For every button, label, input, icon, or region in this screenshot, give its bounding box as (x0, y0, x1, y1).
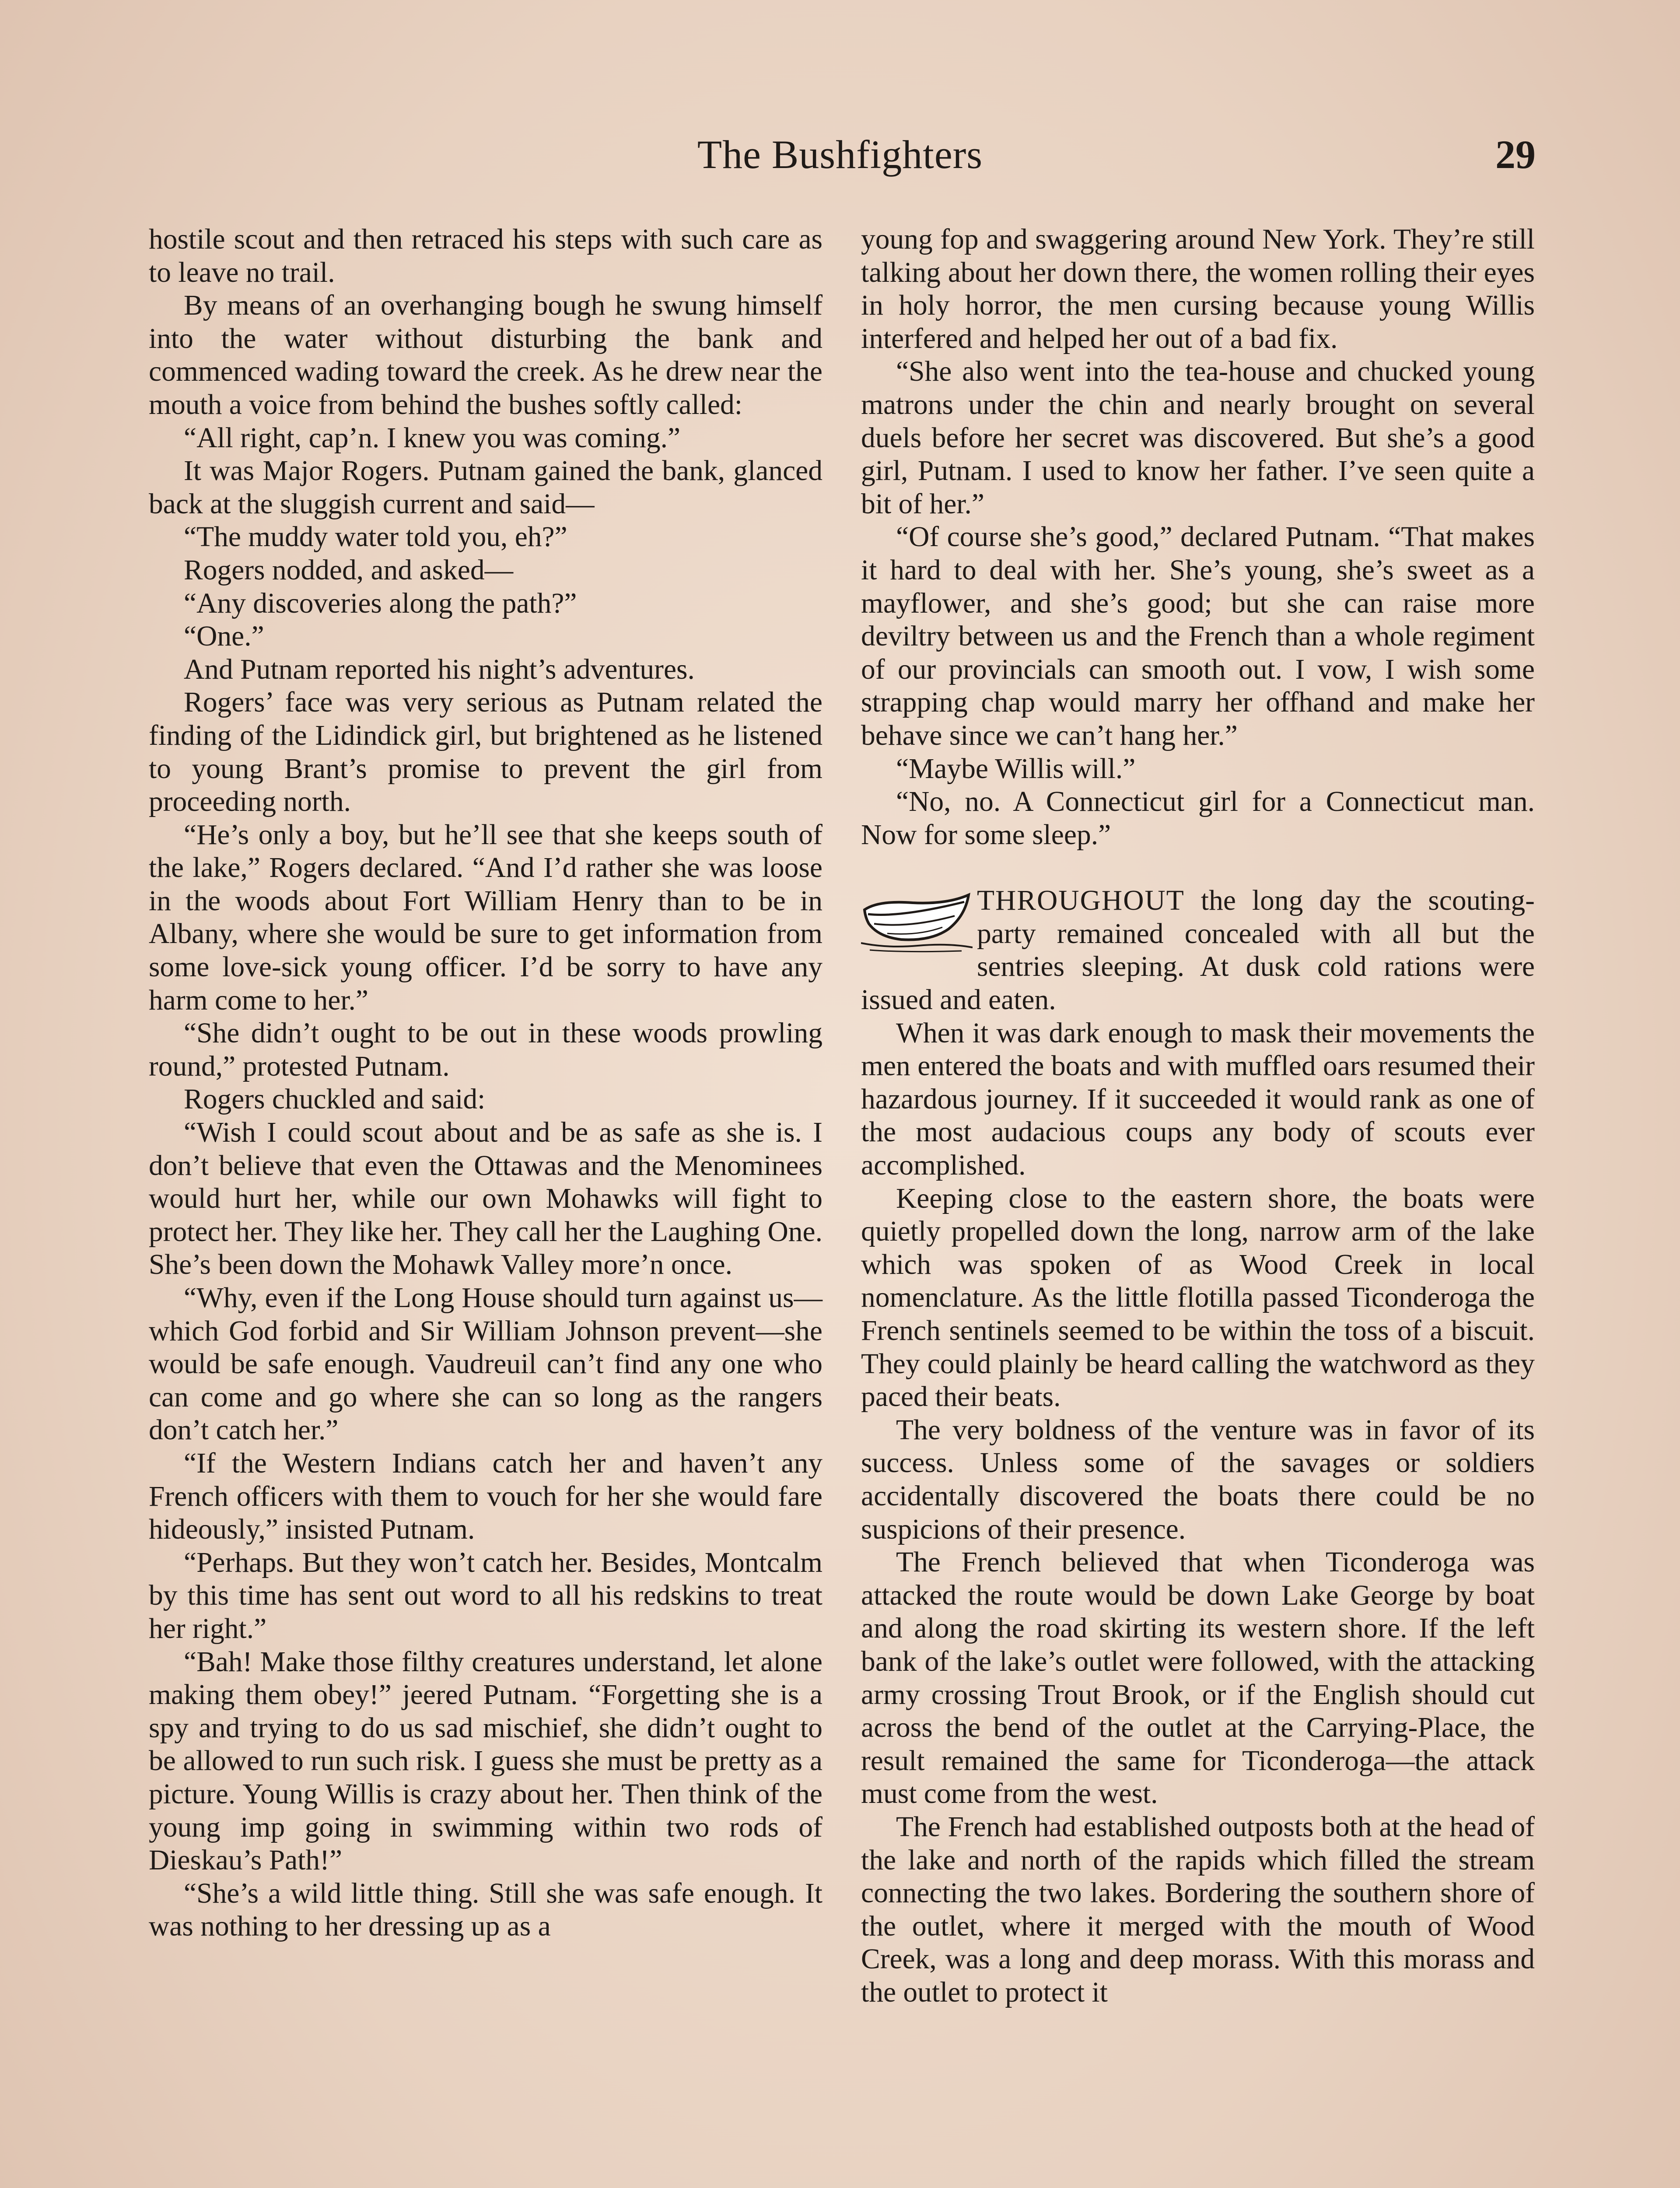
left-text-column (149, 223, 822, 1943)
paragraph: “No, no. A Connecticut girl for a Connecticut man. Now for some sleep.” (861, 786, 1535, 851)
paragraph: “One.” (184, 621, 264, 652)
paragraph: When it was dark enough to mask their movements the men entered the boats and with muffled oars resumed their hazardous journey. If it succeeded it would rank as one of the most audacious coups any body of scouts ever accomplished. (861, 1017, 1535, 1182)
paragraph: The French believed that when Ticonderoga was attacked the route would be down Lake George by boat and along the road skirting its western shore. If the left bank of the lake’s outlet were followed, with the attacking army crossing Trout Brook, or if the English should cut across the bend of the outlet at the Carrying-Place, the result remained the same for Ticonderoga—the attack must come from the west. (861, 1546, 1535, 1810)
paragraph: “Maybe Willis will.” (896, 753, 1136, 785)
paragraph: “All right, cap’n. I knew you was coming.” (184, 422, 681, 454)
section-break (861, 884, 1535, 2009)
right-text-column (861, 223, 1535, 2009)
paragraph: By means of an overhanging bough he swung himself into the water without disturbing the bank and commenced wading toward the creek. As he drew near the mouth a voice from behind the bushes softly called: (149, 290, 822, 421)
section-lead-word: THROUGHOUT (977, 885, 1185, 917)
section-body (861, 1017, 1535, 2009)
paragraph: The very boldness of the venture was in favor of its success. Unless some of the savages or soldiers accidentally discovered the boats there could be no suspicions of their presence. (861, 1414, 1535, 1545)
page-number: 29 (1495, 132, 1536, 177)
paragraph: “She’s a wild little thing. Still she was safe enough. It was nothing to her dressing up as a (149, 1877, 822, 1943)
paragraph: hostile scout and then retraced his steps with such care as to leave no trail. (149, 224, 822, 288)
paragraph: young fop and swaggering around New York. They’re still talking about her down there, the women rolling their eyes in holy horror, the men cursing because young Willis interfered and helped her out of a bad fix. (861, 224, 1535, 354)
paragraph: “Of course she’s good,” declared Putnam. “That makes it hard to deal with her. She’s young, she’s sweet as a mayflower, and she’s good; but she can raise more deviltry between us and the French than a whole regiment of our provincials can smooth out. I vow, I wish some strapping chap would marry her offhand and make her behave since we can’t hang her.” (861, 521, 1535, 751)
paragraph: “Perhaps. But they won’t catch her. Besides, Montcalm by this time has sent out word to all his redskins to treat her right.” (149, 1546, 822, 1645)
paragraph: Rogers chuckled and said: (184, 1083, 486, 1115)
paragraph: “The muddy water told you, eh?” (184, 521, 567, 553)
paragraph: “Wish I could scout about and be as safe as she is. I don’t believe that even the Ottawas and the Menominees would hurt her, while our own Mohawks will fight to protect her. They like her. They call her the Laughing One. She’s been down the Mohawk Valley more’n once. (149, 1117, 822, 1281)
section-lead-text: the long day the scouting-party remained concealed with all but the sentries sleeping. At dusk cold rations were issued and eaten. (861, 885, 1535, 1016)
paragraph: “Bah! Make those filthy creatures understand, let alone making them obey!” jeered Putnam. “Forgetting she is a spy and trying to do us sad mischief, she didn’t ought to be allowed to run such risk. I guess she must be pretty as a picture. Young Willis is crazy about her. Then think of the young imp going in swimming within two rods of Dieskau’s Path!” (149, 1646, 822, 1876)
paragraph: “Any discoveries along the path?” (184, 587, 577, 619)
right-column-continuation (861, 223, 1535, 852)
paragraph: “If the Western Indians catch her and haven’t any French officers with them to vouch for her she would fare hideously,” insisted Putnam. (149, 1447, 822, 1546)
paragraph: Keeping close to the eastern shore, the boats were quietly propelled down the long, narrow arm of the lake which was spoken of as Wood Creek in local nomenclature. As the little flotilla passed Ticonderoga the French sentinels seemed to be within the toss of a biscuit. They could plainly be heard calling the watchword as they paced their beats. (861, 1182, 1535, 1413)
canoe-icon (861, 887, 973, 953)
paragraph: “Why, even if the Long House should turn against us—which God forbid and Sir William Johnson prevent—she would be safe enough. Vaudreuil can’t find any one who can come and go where she can so long as the rangers don’t catch her.” (149, 1282, 822, 1446)
paragraph: And Putnam reported his night’s adventures. (184, 653, 695, 685)
paragraph: Rogers nodded, and asked— (184, 554, 514, 586)
page-header (144, 131, 1536, 193)
running-title: The Bushfighters (697, 132, 983, 177)
paragraph: The French had established outposts both at the head of the lake and north of the rapids which filled the stream connecting the two lakes. Bordering the southern shore of the outlet, where it merged with the mouth of Wood Creek, was a long and deep morass. With this morass and the outlet to protect it (861, 1811, 1535, 2008)
paragraph: “She also went into the tea-house and chucked young matrons under the chin and nearly brought on several duels before her secret was discovered. But she’s a good girl, Putnam. I used to know her father. I’ve seen quite a bit of her.” (861, 356, 1535, 520)
paragraph: “He’s only a boy, but he’ll see that she keeps south of the lake,” Rogers declared. “And I’d rather she was loose in the woods about Fort William Henry than to be in Albany, where she would be sure to get information from some love-sick young officer. I’d be sorry to have any harm come to her.” (149, 819, 822, 1016)
paragraph: “She didn’t ought to be out in these woods prowling round,” protested Putnam. (149, 1017, 822, 1082)
paragraph: Rogers’ face was very serious as Putnam related the finding of the Lidindick girl, but brightened as he listened to young Brant’s promise to prevent the girl from proceeding north. (149, 687, 822, 818)
paragraph: It was Major Rogers. Putnam gained the bank, glanced back at the sluggish current and said— (149, 455, 822, 520)
